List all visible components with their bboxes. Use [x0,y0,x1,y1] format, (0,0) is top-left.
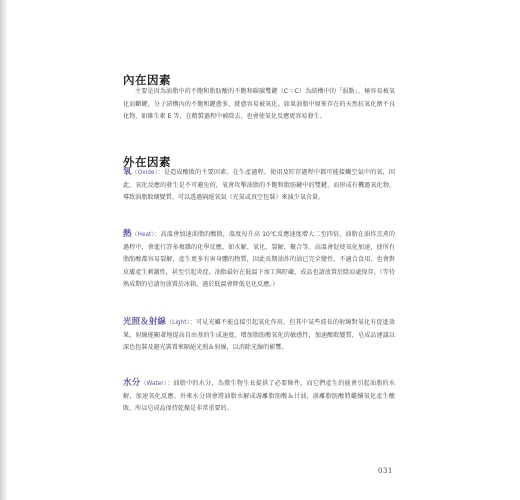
text-water: 油脂中的水分，為微生物生長提供了必要條件，而它們產生的能會引起油脂的水解，加速氧化反應。外來水分則會將油脂水解成游離脂肪酸＆甘油，游離脂肪酸將繼續氧化產生酸敗，所以皂成品保持乾燥是非常重要的。 [123,380,395,413]
paragraph-water [123,377,395,416]
term-water-colon: ： [167,380,174,387]
term-water: 水分 [123,378,141,388]
paragraph-light [123,316,395,355]
term-light: 光照＆射線 [123,317,167,327]
page-gutter-shadow [0,0,8,500]
term-light-english: （Light） [166,320,190,326]
paragraph-intrinsic: 主要是因為油脂中的不飽和脂肪酸的不飽和碳碳雙鍵（C＝C）為結構中的「弱點」，極容易被氧化而斷鍵，分子結構內的不飽和鍵愈多，就愈容易被氧化。如果油脂中原來存在的天然抗氧化劑不良化物，如維生素 E 等，在精製過程中被除去，也會使氧化反應更容易發生。 [123,88,395,121]
text-light: 可見光雖不能直接引起氧化作用，但其中某些波長的射線對氧化有促進效果，射線能顯著地提高自由基的生成速度，增加脂肪酸氧化的敏感性，加速酸敗變質，皂成品建議以深色包裝及避光裝置來隔絕光照＆射線，以消除光線的影響。 [123,319,395,352]
term-heat: 熱 [123,229,132,239]
term-heat-english: （Heat） [131,232,155,238]
term-water-english: （Water） [140,381,168,387]
heading-extrinsic-factors: 外在因素 [123,155,171,169]
term-oxide-english: （Oxide） [131,170,158,176]
term-oxide: 氧 [123,167,132,177]
term-heat-colon: ： [154,231,161,238]
term-light-colon: ： [189,319,196,326]
heading-intrinsic-factors: 內在因素 [123,73,171,87]
page-number: 031 [378,467,393,475]
paragraph-heat [123,228,395,292]
paragraph-oxide [123,166,395,205]
text-oxide: 是造成酸敗的主要因素。在生產過程、使用及貯存過程中都可能接觸空氣中的氧，因此，氧化反應的發生是不可避免的，氧會攻擊油脂的不飽和脂肪鏈中的雙鍵，而形成有機過氧化物，導致油脂敗壞變質。可以透過隔絕氧氣（充氮或真空包裝）來減少氧含量。 [123,169,395,202]
term-oxide-colon: ： [157,169,164,176]
text-heat: 高溫會加速油脂的酸敗，溫度每升高 10℃反應速度增大二至四倍，油脂在油炸烹煮的過程中，會進行許多複雜的化學反應，如水解、氧化、裂解、聚合等。高溫會促使氧化加速，使所有脂肪酸都容易裂解，產生更多有害身體的物質，因此長期油炸的油已完全變性，不適合食用，也會對皮膚產生刺激性，甚至引起炎症。油脂最好在低溫下加工與貯藏，成品也請放置於陰涼處保存。（等待熟成期的皂請勿放置於冰箱，過於低溫會降低皂化反應。） [123,231,395,289]
